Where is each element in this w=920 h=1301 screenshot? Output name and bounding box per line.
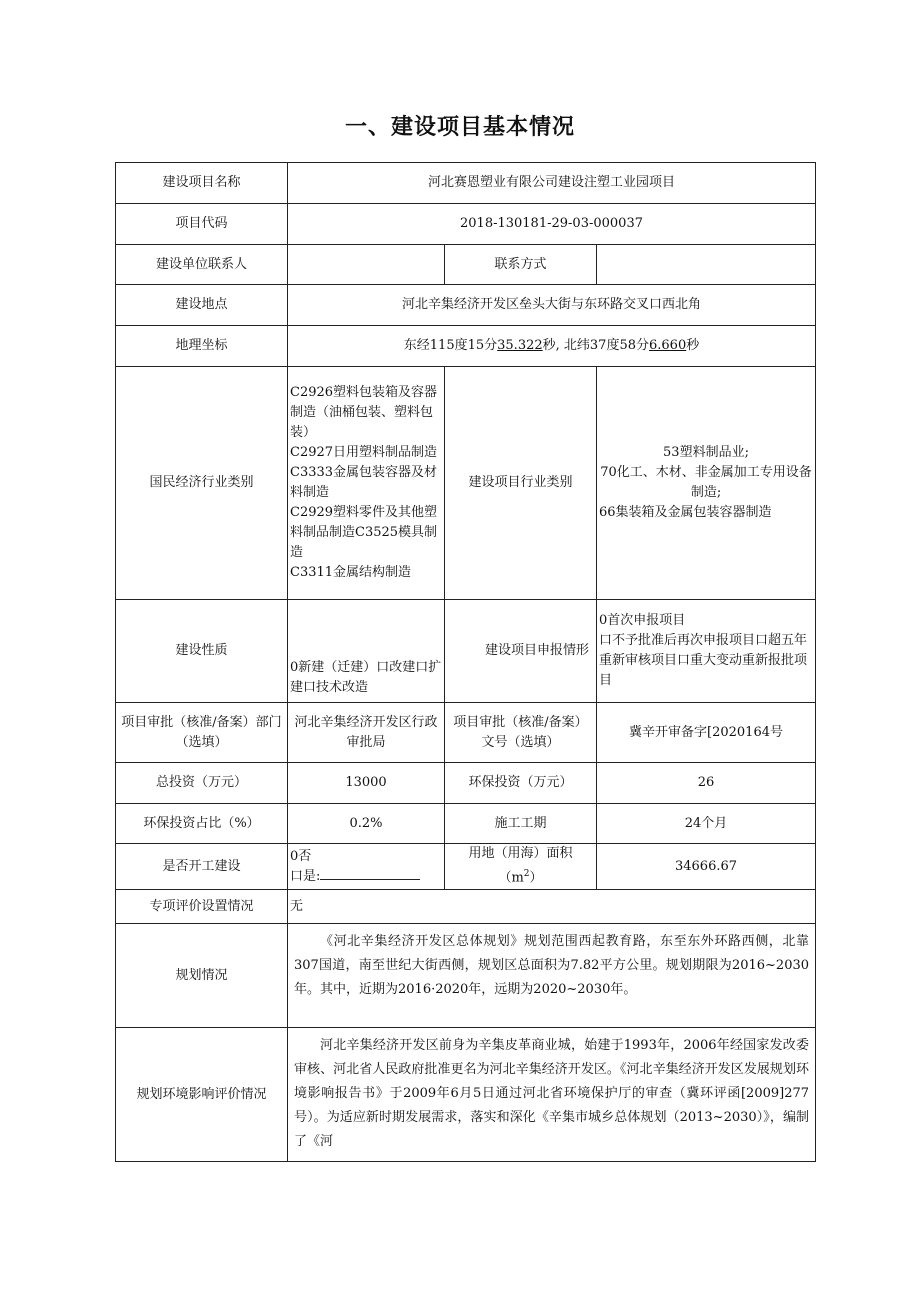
land-area-superscript: 2 [523,869,530,880]
table-row [116,204,816,245]
industry-line: C3311金属结构制造 [290,565,412,580]
blank-underline [320,867,420,880]
approval-number-label: 项目审批（核准/备案）文号（选填） [445,703,597,763]
table-row [116,600,816,703]
approval-dept-value: 河北辛集经济开发区行政审批局 [288,703,445,763]
started-value [288,844,445,890]
location-label: 建设地点 [116,285,288,326]
planning-eia-label: 规划环境影响评价情况 [116,1028,288,1162]
project-industry-line: 53塑料制品业; [663,445,749,460]
coordinates-label: 地理坐标 [116,326,288,367]
page-title: 一、建设项目基本情况 [344,115,575,140]
table-row [116,285,816,326]
special-assessment-value: 无 [288,890,816,924]
project-name-label: 建设项目名称 [116,163,288,204]
started-option-yes [290,867,442,887]
declaration-type-value [597,600,816,703]
project-name-value: 河北赛恩塑业有限公司建设注塑工业园项目 [288,163,816,204]
coord-seconds-east: 35.322 [497,338,543,353]
contact-person-value [288,245,445,285]
project-code-value: 2018-130181-29-03-000037 [288,204,816,245]
total-investment-label: 总投资（万元） [116,763,288,804]
project-industry-line: 70化工、木材、非金属加工专用设备制造; [600,465,812,500]
table-row [116,804,816,844]
coord-seconds-north: 6.660 [649,338,687,353]
industry-line: C2926塑料包装箱及容器制造（油桶包装、塑料包装） [290,385,438,440]
project-industry-label: 建设项目行业类别 [445,367,597,600]
table-row [116,703,816,763]
table-row [116,245,816,285]
land-area-label [445,844,597,890]
table-row [116,763,816,804]
table-row [116,163,816,204]
declaration-option: 0首次申报项目 [599,613,686,628]
industry-line: C2927日用塑料制品制造 [290,445,438,460]
contact-method-value [597,245,816,285]
started-yes-text: 口是: [290,868,321,884]
construction-nature-value: 0新建（迁建）口改建口扩建口技术改造 [288,600,445,703]
coord-part-3: 秒 [686,338,700,353]
total-investment-value: 13000 [288,763,445,804]
coordinates-value [288,326,816,367]
project-industry-value [597,367,816,600]
planning-eia-value [288,1028,816,1162]
land-area-value: 34666.67 [597,844,816,890]
env-ratio-label: 环保投资占比（%） [116,804,288,844]
table-row [116,367,816,600]
industry-line: C3333金属包装容器及材料制造 [290,465,438,500]
env-investment-label: 环保投资（万元） [445,763,597,804]
construction-nature-label: 建设性质 [116,600,288,703]
table-row [116,326,816,367]
construction-period-label: 施工工期 [445,804,597,844]
planning-label: 规划情况 [116,924,288,1028]
table-row [116,924,816,1028]
land-area-label-text: 用地（用海）面积（m [468,846,573,886]
special-assessment-label: 专项评价设置情况 [116,890,288,924]
planning-value [288,924,816,1028]
declaration-type-label: 建设项目申报情形 [445,600,597,703]
table-row [116,890,816,924]
env-investment-value: 26 [597,763,816,804]
started-option-no: 0否 [290,848,312,864]
industry-category-label: 国民经济行业类别 [116,367,288,600]
planning-eia-text: 河北辛集经济开发区前身为辛集皮革商业城，始建于1993年，2006年经国家发改委审核、河北省人民政府批准更名为河北辛集经济开发区。《河北辛集经济开发区发展规划环境影响报告书》于2009年6月5日通过河北省环境保护厅的审查（冀环评函[2009]277号）。为适应新时期发展需求，落实和深化《辛集市城乡总体规划（2013~2030）》，编制了《河 [294,1038,810,1149]
construction-period-value: 24个月 [597,804,816,844]
env-ratio-value: 0.2% [288,804,445,844]
table-row [116,1028,816,1162]
industry-line: C2929塑料零件及其他塑料制品制造C3525模具制造 [290,505,438,560]
declaration-option: 口不予批准后再次申报项目口超五年重新审核项目口重大变动重新报批项目 [599,633,808,688]
started-label: 是否开工建设 [116,844,288,890]
coord-part-2: 秒, 北纬37度58分 [542,338,649,353]
project-code-label: 项目代码 [116,204,288,245]
land-area-label-close: ） [529,870,543,886]
contact-method-label: 联系方式 [445,245,597,285]
table-row [116,844,816,890]
approval-number-value: 冀辛开审备字[2020164号 [597,703,816,763]
approval-dept-label: 项目审批（核准/备案）部门（选填） [116,703,288,763]
project-info-table [115,162,816,1162]
project-industry-line: 66集装箱及金属包装容器制造 [599,505,772,520]
planning-text: 《河北辛集经济开发区总体规划》规划范围西起教育路，东至东外环路西侧，北靠307国道，南至世纪大街西侧，规划区总面积为7.82平方公里。规划期限为2016~2030年。其中，近期为2016·2020年，远期为2020~2030年。 [294,934,810,997]
location-value: 河北辛集经济开发区垒头大街与东环路交叉口西北角 [288,285,816,326]
industry-category-value [288,367,445,600]
coord-part-1: 东经115度15分 [403,338,498,353]
contact-person-label: 建设单位联系人 [116,245,288,285]
